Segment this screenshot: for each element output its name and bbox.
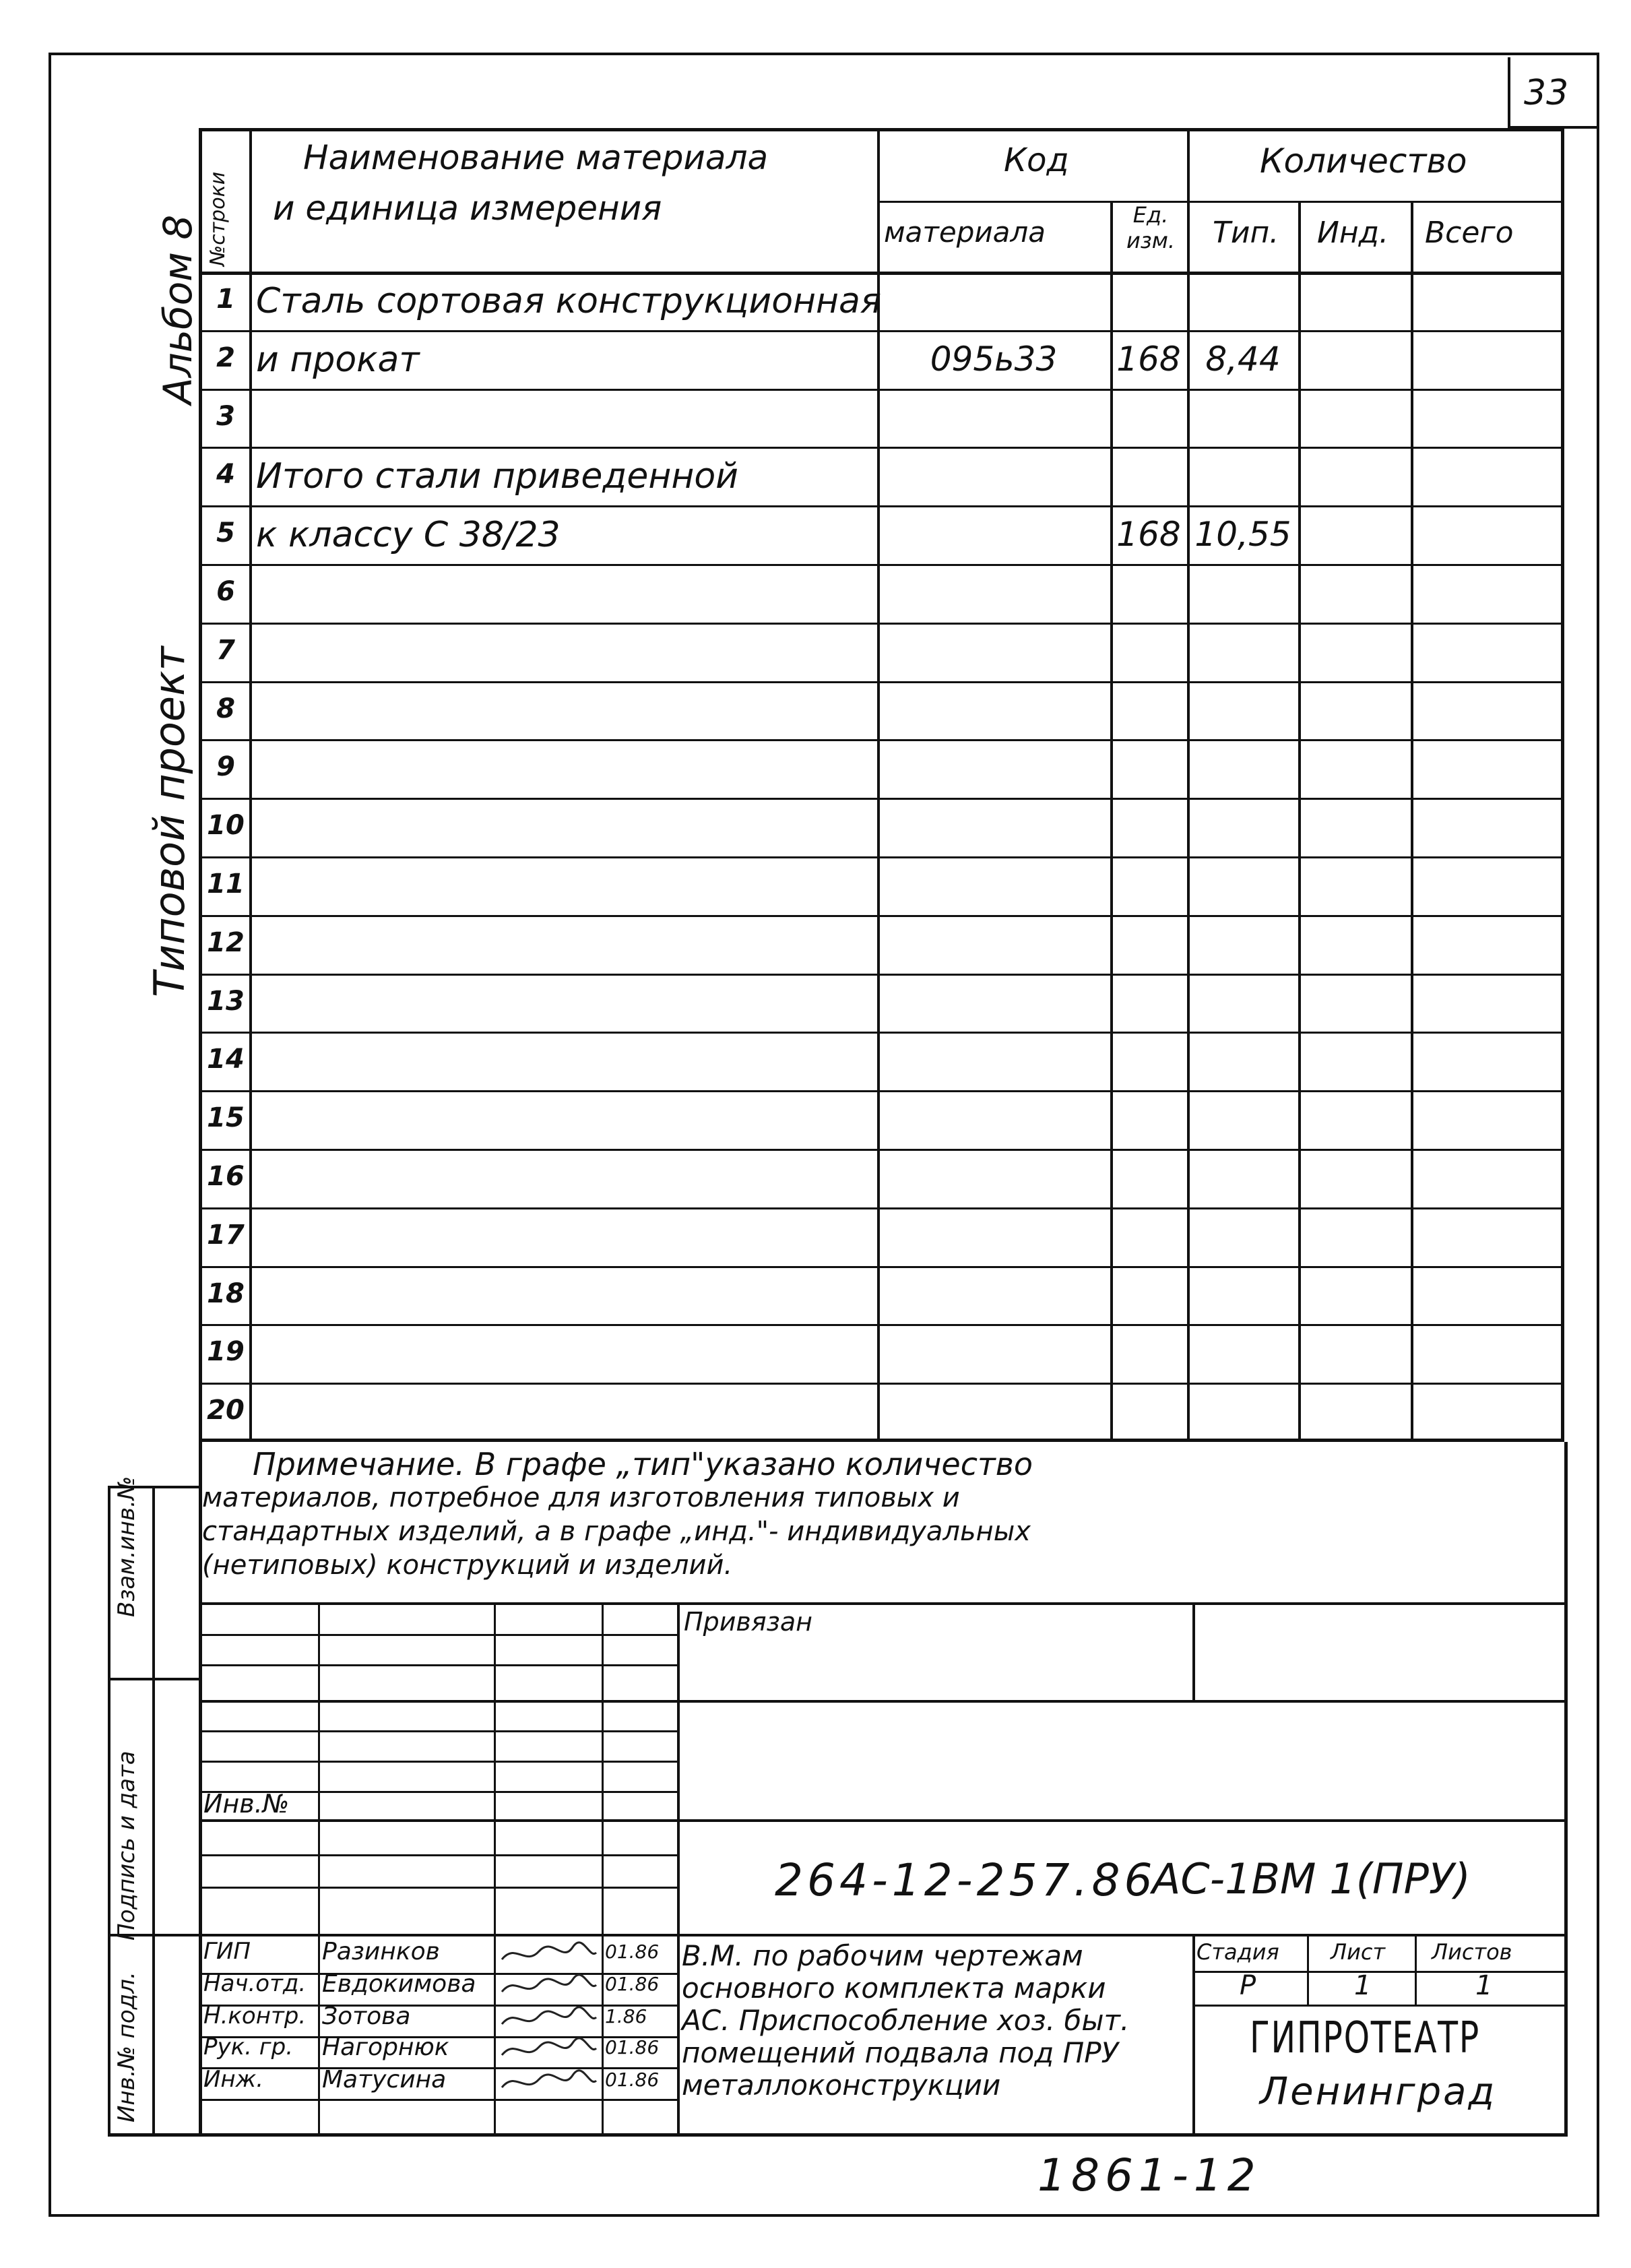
- description-line-3: АС. Приспособление хоз. быт.: [682, 2004, 1130, 2037]
- row-number: 2: [216, 342, 235, 373]
- staff-role: ГИП: [203, 1938, 251, 1965]
- signature: [499, 2067, 600, 2097]
- row-code: 095ь33: [930, 339, 1058, 379]
- staff-date: 01.86: [605, 2036, 660, 2058]
- row-number: 17: [207, 1219, 245, 1251]
- row-number: 12: [207, 926, 245, 958]
- row-typ: 10,55: [1194, 515, 1291, 555]
- row-number: 9: [216, 751, 235, 783]
- row-typ: 8,44: [1205, 339, 1281, 379]
- row-number: 15: [207, 1102, 245, 1134]
- row-name: к классу С 38/23: [256, 515, 561, 556]
- row-number: 20: [207, 1395, 245, 1426]
- row-number: 1: [216, 284, 235, 315]
- stage-label: Стадия: [1196, 1939, 1279, 1965]
- staff-date: 01.86: [605, 1973, 660, 1995]
- staff-role: Н.контр.: [203, 2003, 307, 2029]
- staff-name: Матусина: [322, 2066, 447, 2093]
- note-line-1: Примечание. В графе „тип"указано количество: [253, 1446, 1033, 1482]
- staff-date: 01.86: [605, 1941, 660, 1963]
- staff-name: Нагорнюк: [322, 2034, 449, 2061]
- row-unit: 168: [1116, 515, 1181, 555]
- header-separator: [199, 272, 1564, 275]
- sheets-value: 1: [1475, 1970, 1493, 2001]
- side-inv-podl: Инв.№ подл.: [113, 1972, 140, 2122]
- side-project: Типовой проект: [145, 646, 194, 997]
- staff-name: Зотова: [322, 2003, 411, 2030]
- header-name-line2: и единица измерения: [273, 189, 662, 228]
- row-number: 3: [216, 400, 235, 432]
- description-line-2: основного комплекта марки: [682, 1972, 1106, 2005]
- org-name: ГИПРОТЕАТР: [1250, 2013, 1480, 2063]
- signature: [499, 1939, 600, 1969]
- staff-name: Разинков: [322, 1938, 440, 1965]
- sheet-value: 1: [1354, 1970, 1372, 2001]
- main-table: [199, 128, 1564, 1442]
- row-name: Итого стали приведенной: [256, 456, 738, 497]
- side-vzam-inv: Взам.инв.№: [113, 1476, 140, 1617]
- staff-role: Инж.: [203, 2066, 264, 2093]
- signature: [499, 2004, 600, 2034]
- staff-date: 1.86: [605, 2005, 647, 2027]
- row-number: 19: [207, 1336, 245, 1368]
- header-total: Всего: [1425, 216, 1514, 250]
- staff-date: 01.86: [605, 2069, 660, 2091]
- staff-role: Рук. гр.: [203, 2034, 294, 2060]
- side-podpis-data: Подпись и дата: [113, 1751, 140, 1941]
- header-name: Наименование материала: [303, 138, 769, 177]
- staff-role: Нач.отд.: [203, 1970, 307, 1997]
- row-name: и прокат: [256, 339, 420, 380]
- row-number: 6: [216, 576, 235, 607]
- row-number: 10: [207, 810, 245, 842]
- note-line-3: стандартных изделий, а в графе „инд."- индивидуальных: [202, 1516, 1031, 1547]
- row-number: 8: [216, 693, 235, 724]
- header-typ: Тип.: [1213, 216, 1279, 250]
- row-number: 16: [207, 1161, 245, 1192]
- bottom-number: 1861-12: [1037, 2149, 1261, 2201]
- org-city: Ленинград: [1260, 2070, 1497, 2114]
- stage-value: Р: [1240, 1970, 1256, 2001]
- row-number: 4: [216, 459, 235, 491]
- header-material: материала: [884, 216, 1046, 249]
- row-number: 7: [216, 634, 235, 666]
- header-row-no: №строки: [206, 171, 230, 266]
- row-number: 5: [216, 517, 235, 549]
- privyazan-label: Привязан: [684, 1607, 812, 1637]
- signature: [499, 2035, 600, 2065]
- note-line-4: (нетиповых) конструкций и изделий.: [202, 1550, 733, 1581]
- page-number: 33: [1524, 73, 1569, 113]
- inv-no-label: Инв.№: [203, 1789, 290, 1819]
- staff-name: Евдокимова: [322, 1970, 476, 1998]
- side-album: Альбом 8: [155, 214, 201, 404]
- row-number: 11: [207, 869, 245, 900]
- sheet-label: Лист: [1331, 1939, 1386, 1965]
- header-unit: Ед. изм.: [1126, 202, 1176, 253]
- doc-code: 264-12-257.86: [775, 1854, 1157, 1906]
- sheets-label: Листов: [1432, 1939, 1512, 1965]
- row-unit: 168: [1116, 339, 1181, 379]
- row-name: Сталь сортовая конструкционная: [256, 281, 882, 321]
- header-quantity: Количество: [1260, 141, 1467, 181]
- note-line-2: материалов, потребное для изготовления типовых и: [202, 1482, 960, 1513]
- description-line-5: металлоконструкции: [682, 2069, 1001, 2102]
- description-line-1: В.М. по рабочим чертежам: [682, 1939, 1083, 1972]
- row-number: 18: [207, 1278, 245, 1309]
- signature: [499, 1972, 600, 2001]
- row-number: 14: [207, 1044, 245, 1075]
- row-number: 13: [207, 985, 245, 1017]
- description-line-4: помещений подвала под ПРУ: [682, 2036, 1119, 2069]
- doc-mark: АС-1ВМ 1(ПРУ): [1152, 1854, 1471, 1903]
- header-code: Код: [1004, 141, 1069, 179]
- header-ind: Инд.: [1317, 216, 1389, 250]
